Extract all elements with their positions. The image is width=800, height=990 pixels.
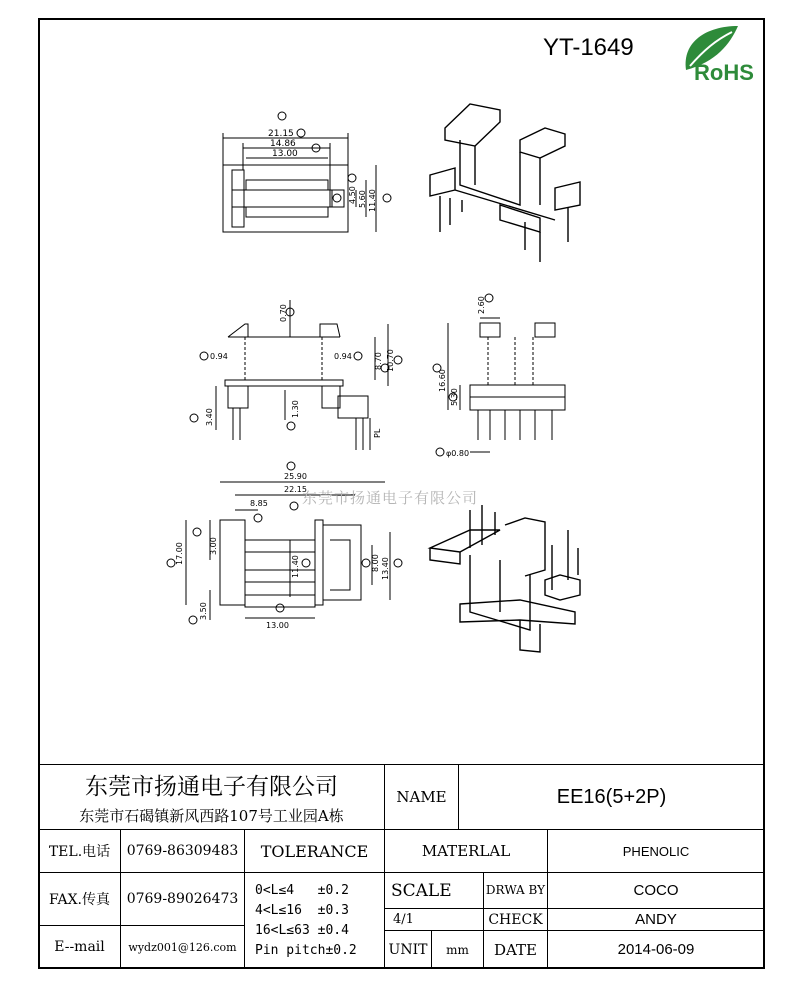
title-block xyxy=(38,764,765,969)
scale-value: 4/1 xyxy=(385,909,484,931)
end-view xyxy=(433,294,565,458)
dim-label: 0.94 xyxy=(334,352,352,361)
tolerance-label: TOLERANCE xyxy=(245,830,385,873)
dim-label: 10.70 xyxy=(386,349,395,372)
tolerance-line-4: Pin pitch±0.2 xyxy=(255,942,357,958)
dim-label: 22.15 xyxy=(284,485,307,494)
email-label: E--mail xyxy=(38,926,121,969)
material-value: PHENOLIC xyxy=(548,830,765,873)
dim-label: 13.00 xyxy=(266,621,289,630)
iso-view-bottom xyxy=(430,505,580,652)
check-value: ANDY xyxy=(548,909,765,931)
dim-label: 13.40 xyxy=(381,557,390,580)
dim-label: 3.40 xyxy=(205,408,214,426)
dim-label: 16.60 xyxy=(438,369,447,392)
watermark-text: 东莞市扬通电子有限公司 xyxy=(302,489,479,507)
part-number: YT-1649 xyxy=(543,34,634,61)
dim-label: PL xyxy=(373,428,382,438)
dim-label: 21.15 xyxy=(268,129,294,139)
company-name: 东莞市扬通电子有限公司 xyxy=(85,774,338,800)
tel-value: 0769-86309483 xyxy=(121,830,245,873)
scale-label: SCALE xyxy=(385,873,484,909)
dim-label: 5.60 xyxy=(358,190,367,208)
dim-label: φ0.80 xyxy=(446,449,470,458)
fax-label: FAX.传真 xyxy=(38,873,121,926)
dim-label: 8.70 xyxy=(374,352,383,370)
name-value: EE16(5+2P) xyxy=(459,764,765,830)
email-value: wydz001@126.com xyxy=(121,926,245,969)
check-label: CHECK xyxy=(484,909,548,931)
tolerance-box xyxy=(245,873,385,969)
top-view xyxy=(223,112,391,232)
dim-label: 2.60 xyxy=(477,296,486,314)
dim-label: 3.00 xyxy=(209,537,218,555)
dim-label: 8.00 xyxy=(371,554,380,572)
fax-value: 0769-89026473 xyxy=(121,873,245,926)
dim-label: 11.40 xyxy=(291,555,300,578)
dim-label: 25.90 xyxy=(284,472,307,481)
dim-label: 1.30 xyxy=(291,400,300,418)
date-value: 2014-06-09 xyxy=(548,931,765,969)
company-address: 东莞市石碣镇新风西路107号工业园A栋 xyxy=(79,807,344,825)
svg-text:RoHS: RoHS xyxy=(694,60,754,84)
tolerance-line-3: 16<L≤63 ±0.4 xyxy=(255,922,349,938)
side-view xyxy=(190,300,402,450)
dim-label: 13.00 xyxy=(272,149,298,159)
dim-label: 8.85 xyxy=(250,499,268,508)
dim-label: 0.70 xyxy=(279,304,288,322)
tolerance-line-2: 4<L≤16 ±0.3 xyxy=(255,902,349,918)
drawn-value: COCO xyxy=(548,873,765,909)
date-label: DATE xyxy=(484,931,548,969)
dim-label: 17.00 xyxy=(175,542,184,565)
dim-label: 5.30 xyxy=(450,388,459,406)
dim-label: 4.50 xyxy=(348,186,357,204)
dim-label: 3.50 xyxy=(199,602,208,620)
tolerance-line-1: 0<L≤4 ±0.2 xyxy=(255,882,349,898)
dim-label: 14.86 xyxy=(270,139,296,149)
drawn-label: DRWA BY xyxy=(484,873,548,909)
dim-label: 0.94 xyxy=(210,352,228,361)
material-label: MATERLAL xyxy=(385,830,548,873)
unit-label: UNIT xyxy=(385,931,432,969)
tel-label: TEL.电话 xyxy=(38,830,121,873)
name-label: NAME xyxy=(385,764,459,830)
iso-view-top xyxy=(430,104,580,262)
dim-label: 11.40 xyxy=(368,189,377,212)
unit-value: mm xyxy=(432,931,484,969)
company-cell xyxy=(38,764,385,830)
